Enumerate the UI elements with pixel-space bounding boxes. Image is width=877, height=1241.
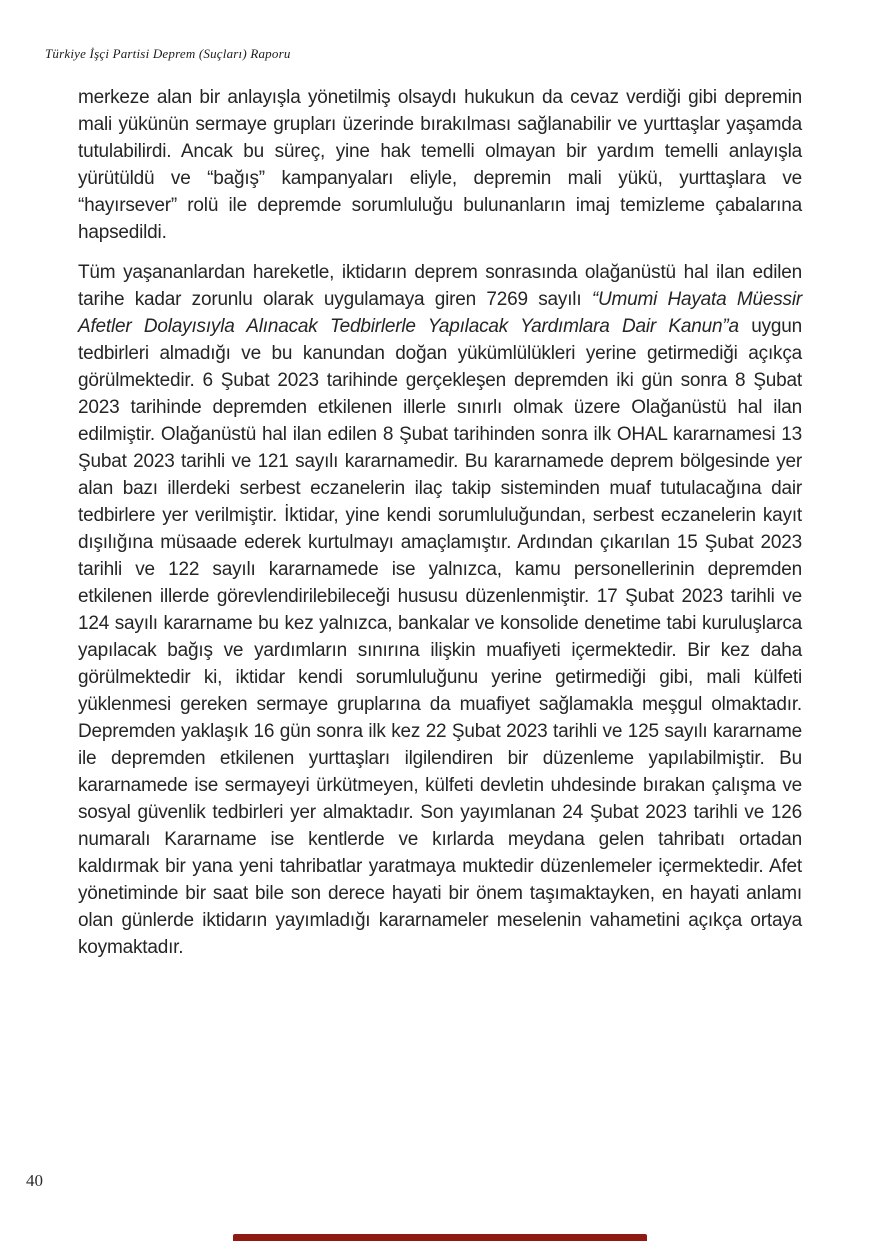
footer-accent-bar — [233, 1234, 647, 1241]
paragraph-2 — [78, 259, 802, 961]
page-number: 40 — [26, 1171, 43, 1190]
paragraph-2-text-end: uygun tedbirleri almadığı ve bu kanundan doğan yükümlülükleri yerine getirmediği açıkça görülmektedir. 6 Şubat 2023 tarihinde gerçekleşen depremden iki gün sonra 8 Şubat 2023 tarihinde depremden etkilenen illerle sınırlı olmak üzere Olağanüstü hal ilan edilmiştir. Olağanüstü hal ilan edilen 8 Şubat tarihinden sonra ilk OHAL kararnamesi 13 Şubat 2023 tarihli ve 121 sayılı kararnamedir. Bu kararnamede deprem bölgesinde yer alan bazı illerdeki serbest eczanelerin ilaç takip sisteminden muaf tutulacağına dair tedbirlere yer verilmiştir. İktidar, yine kendi sorumluluğundan, serbest eczanelerin kayıt dışılığına müsaade ederek kurtulmayı amaçlamıştır. Ardından çıkarılan 15 Şubat 2023 tarihli ve 122 sayılı kararnamede ise yalnızca, kamu personellerinin depremden etkilenen illerde görevlendirilebileceği hususu düzenlenmiştir. 17 Şubat 2023 tarihli ve 124 sayılı kararname bu kez yalnızca, bankalar ve konsolide denetime tabi kuruluşlarca yapılacak bağış ve yardımların sınırına ilişkin muafiyeti içermektedir. Bir kez daha görülmektedir ki, iktidar kendi sorumluluğunu yerine getirmediği gibi, mali külfeti yüklenmesi gereken sermaye gruplarına da muafiyet sağlamakla meşgul olmaktadır. Depremden yaklaşık 16 gün sonra ilk kez 22 Şubat 2023 tarihli ve 125 sayılı kararname ile depremden etkilenen yurttaşları ilgilendiren bir düzenleme yapılabilmiştir. Bu kararnamede ise sermayeyi ürkütmeyen, külfeti devletin uhdesinde bırakan çalışma ve sosyal güvenlik tedbirleri yer almaktadır. Son yayımlanan 24 Şubat 2023 tarihli ve 126 numaralı Kararname ise kentlerde ve kırlarda meydana gelen tahribatı ortadan kaldırmak bir yana yeni tahribatlar yaratmaya muktedir düzenlemeler içermektedir. Afet yönetiminde bir saat bile son derece hayati bir önem taşımaktayken, en hayati anlamı olan günlerde iktidarın yayımladığı kararnameler meselenin vahametini açıkça ortaya koymaktadır. — [78, 316, 802, 958]
body-text-block — [78, 84, 802, 974]
paragraph-1: merkeze alan bir anlayışla yönetilmiş olsaydı hukukun da cevaz verdiği gibi depremin mali yükünün sermaye grupları üzerinde bırakılması sağlanabilir ve yurttaşlar yaşamda tutulabilirdi. Ancak bu süreç, yine hak temelli olmayan bir yardım temelli anlayışla yürütüldü ve “bağış” kampanyaları eliyle, depremin mali yükü, yurttaşlara ve “hayırsever” rolü ile depremde sorumluluğu bulunanların imaj temizleme çabalarına hapsedildi. — [78, 87, 802, 243]
paragraph-2-law-title-italic: “Umumi Hayata Müessir Afetler Dolayısıyla Alınacak Tedbirlerle Yapılacak Yardımlara Dair Kanun”a — [78, 289, 803, 337]
paragraph-2-text-start: Tüm yaşananlardan hareketle, iktidarın deprem sonrasında olağanüstü hal ilan edilen tarihe kadar zorunlu olarak uygulamaya giren 7269 sayılı — [78, 262, 802, 310]
running-header-title: Türkiye İşçi Partisi Deprem (Suçları) Raporu — [45, 46, 291, 61]
